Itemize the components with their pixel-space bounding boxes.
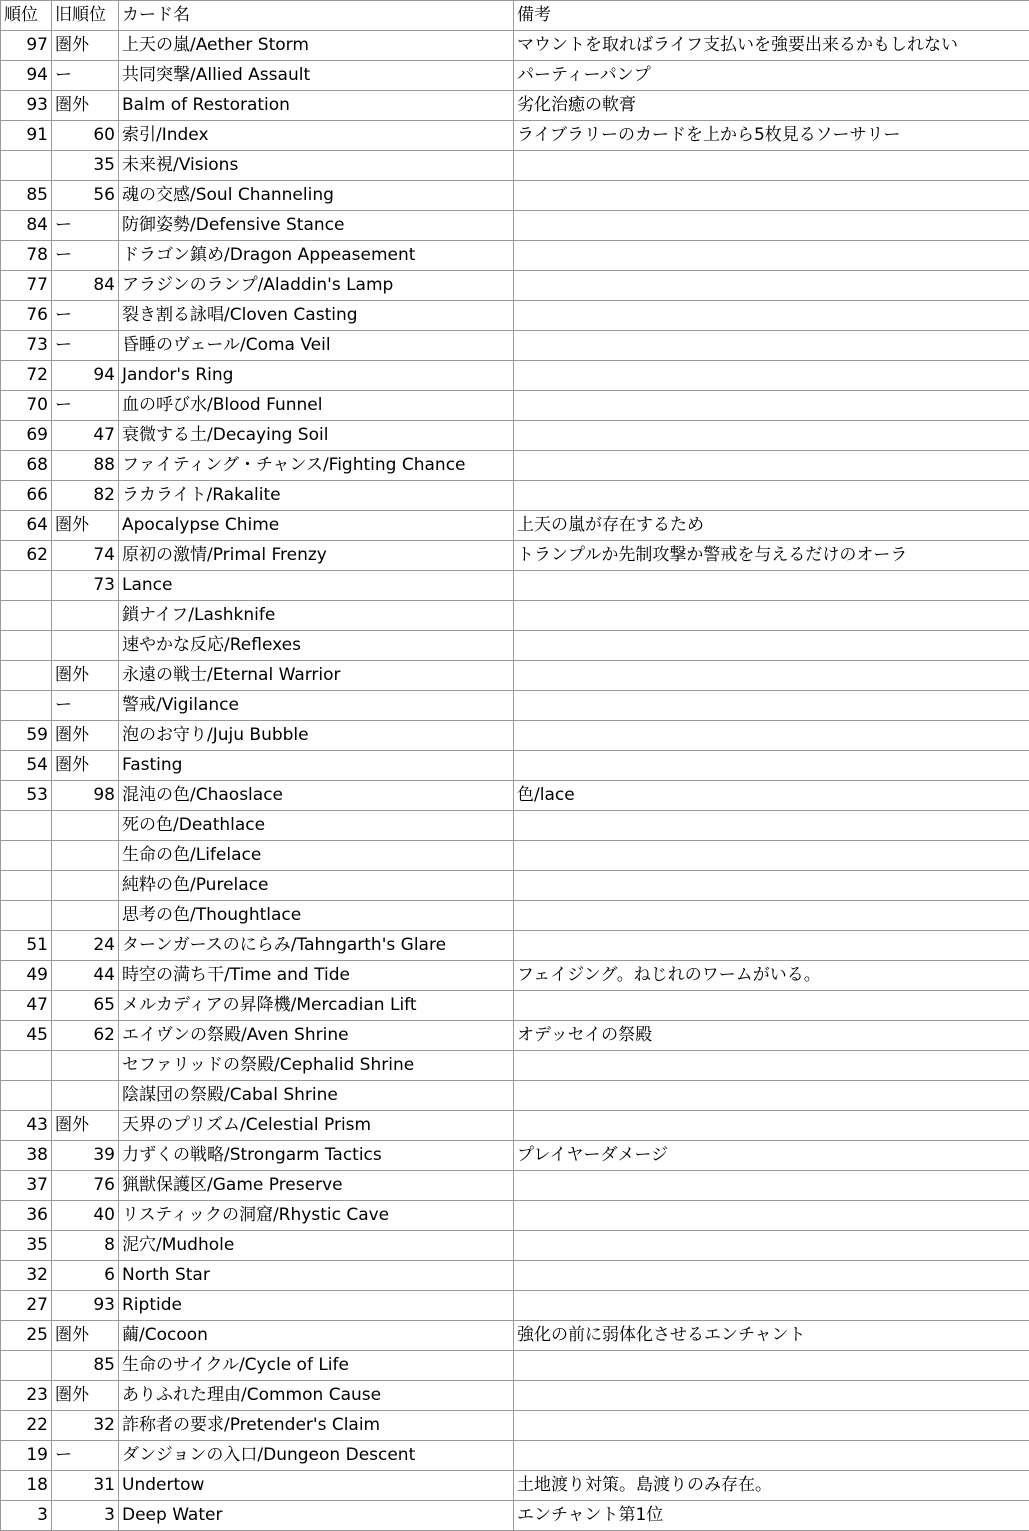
note-cell[interactable]	[514, 1381, 1029, 1411]
table-body	[1, 31, 1029, 1531]
card-name-cell[interactable]: 泥穴/Mudhole	[119, 1231, 514, 1261]
table-row	[1, 901, 1029, 931]
card-name-cell[interactable]: 警戒/Vigilance	[119, 691, 514, 721]
rank-cell[interactable]	[1, 1051, 52, 1081]
rank-cell[interactable]: 49	[1, 961, 52, 991]
card-name-cell[interactable]: 陰謀団の祭殿/Cabal Shrine	[119, 1081, 514, 1111]
old-rank-cell[interactable]: 44	[52, 961, 119, 991]
old-rank-cell[interactable]: 圏外	[52, 661, 119, 691]
note-cell[interactable]	[514, 1411, 1029, 1441]
note-cell[interactable]	[514, 451, 1029, 481]
old-rank-cell[interactable]: 84	[52, 271, 119, 301]
card-name-cell[interactable]: 索引/Index	[119, 121, 514, 151]
header-note[interactable]: 備考	[514, 1, 1029, 31]
card-name-cell[interactable]: エイヴンの祭殿/Aven Shrine	[119, 1021, 514, 1051]
rank-cell[interactable]: 37	[1, 1171, 52, 1201]
header-old-rank[interactable]: 旧順位	[52, 1, 119, 31]
note-cell[interactable]	[514, 181, 1029, 211]
table-row	[1, 931, 1029, 961]
table-row	[1, 781, 1029, 811]
card-name-cell[interactable]: 上天の嵐/Aether Storm	[119, 31, 514, 61]
old-rank-cell[interactable]: 98	[52, 781, 119, 811]
rank-cell[interactable]	[1, 661, 52, 691]
table-row	[1, 301, 1029, 331]
old-rank-cell[interactable]: 94	[52, 361, 119, 391]
rank-cell[interactable]: 84	[1, 211, 52, 241]
note-cell[interactable]	[514, 1111, 1029, 1141]
table-row	[1, 391, 1029, 421]
note-cell[interactable]	[514, 721, 1029, 751]
note-cell[interactable]: 上天の嵐が存在するため	[514, 511, 1029, 541]
old-rank-cell[interactable]	[52, 901, 119, 931]
rank-cell[interactable]: 69	[1, 421, 52, 451]
card-name-cell[interactable]: 裂き割る詠唱/Cloven Casting	[119, 301, 514, 331]
card-name-cell[interactable]: Apocalypse Chime	[119, 511, 514, 541]
card-name-cell[interactable]: 泡のお守り/Juju Bubble	[119, 721, 514, 751]
table-row	[1, 721, 1029, 751]
table-row	[1, 61, 1029, 91]
old-rank-cell[interactable]: 圏外	[52, 1111, 119, 1141]
old-rank-cell[interactable]: 74	[52, 541, 119, 571]
table-row	[1, 31, 1029, 61]
card-name-cell[interactable]: 共同突撃/Allied Assault	[119, 61, 514, 91]
note-cell[interactable]	[514, 331, 1029, 361]
note-cell[interactable]: エンチャント第1位	[514, 1501, 1029, 1531]
note-cell[interactable]	[514, 1051, 1029, 1081]
table-row	[1, 961, 1029, 991]
old-rank-cell[interactable]: 56	[52, 181, 119, 211]
table-row	[1, 1111, 1029, 1141]
old-rank-cell[interactable]: ー	[52, 391, 119, 421]
old-rank-cell[interactable]: 35	[52, 151, 119, 181]
card-name-cell[interactable]: 衰微する土/Decaying Soil	[119, 421, 514, 451]
rank-cell[interactable]: 23	[1, 1381, 52, 1411]
card-name-cell[interactable]: 時空の満ち干/Time and Tide	[119, 961, 514, 991]
rank-cell[interactable]	[1, 811, 52, 841]
rank-cell[interactable]: 77	[1, 271, 52, 301]
table-row	[1, 751, 1029, 781]
rank-cell[interactable]: 94	[1, 61, 52, 91]
table-row	[1, 481, 1029, 511]
note-cell[interactable]	[514, 901, 1029, 931]
note-cell[interactable]: マウントを取ればライフ支払いを強要出来るかもしれない	[514, 31, 1029, 61]
table-row	[1, 1411, 1029, 1441]
rank-cell[interactable]: 62	[1, 541, 52, 571]
old-rank-cell[interactable]	[52, 601, 119, 631]
note-cell[interactable]	[514, 271, 1029, 301]
rank-cell[interactable]: 72	[1, 361, 52, 391]
rank-cell[interactable]: 59	[1, 721, 52, 751]
table-row	[1, 691, 1029, 721]
table-row	[1, 1471, 1029, 1501]
rank-cell[interactable]: 78	[1, 241, 52, 271]
note-cell[interactable]	[514, 1171, 1029, 1201]
note-cell[interactable]	[514, 691, 1029, 721]
rank-cell[interactable]: 18	[1, 1471, 52, 1501]
card-name-cell[interactable]: Undertow	[119, 1471, 514, 1501]
old-rank-cell[interactable]: 圏外	[52, 721, 119, 751]
old-rank-cell[interactable]: 8	[52, 1231, 119, 1261]
card-name-cell[interactable]: 天界のプリズム/Celestial Prism	[119, 1111, 514, 1141]
note-cell[interactable]	[514, 1081, 1029, 1111]
old-rank-cell[interactable]: 85	[52, 1351, 119, 1381]
note-cell[interactable]	[514, 301, 1029, 331]
rank-cell[interactable]: 93	[1, 91, 52, 121]
card-name-cell[interactable]: Lance	[119, 571, 514, 601]
note-cell[interactable]	[514, 151, 1029, 181]
card-name-cell[interactable]: ラカライト/Rakalite	[119, 481, 514, 511]
rank-cell[interactable]: 73	[1, 331, 52, 361]
table-row	[1, 511, 1029, 541]
rank-cell[interactable]: 54	[1, 751, 52, 781]
table-row	[1, 331, 1029, 361]
rank-cell[interactable]: 76	[1, 301, 52, 331]
table-row	[1, 271, 1029, 301]
old-rank-cell[interactable]: 31	[52, 1471, 119, 1501]
old-rank-cell[interactable]: ー	[52, 61, 119, 91]
card-name-cell[interactable]: ダンジョンの入口/Dungeon Descent	[119, 1441, 514, 1471]
card-name-cell[interactable]: 永遠の戦士/Eternal Warrior	[119, 661, 514, 691]
note-cell[interactable]	[514, 571, 1029, 601]
card-name-cell[interactable]: Balm of Restoration	[119, 91, 514, 121]
note-cell[interactable]	[514, 211, 1029, 241]
card-name-cell[interactable]: 未来視/Visions	[119, 151, 514, 181]
rank-cell[interactable]: 64	[1, 511, 52, 541]
old-rank-cell[interactable]: 65	[52, 991, 119, 1021]
table-row	[1, 1021, 1029, 1051]
card-name-cell[interactable]: Jandor's Ring	[119, 361, 514, 391]
old-rank-cell[interactable]: 82	[52, 481, 119, 511]
old-rank-cell[interactable]: 47	[52, 421, 119, 451]
card-name-cell[interactable]: 純粋の色/Purelace	[119, 871, 514, 901]
card-name-cell[interactable]: 血の呼び水/Blood Funnel	[119, 391, 514, 421]
rank-cell[interactable]: 70	[1, 391, 52, 421]
note-cell[interactable]: ライブラリーのカードを上から5枚見るソーサリー	[514, 121, 1029, 151]
card-name-cell[interactable]: セファリッドの祭殿/Cephalid Shrine	[119, 1051, 514, 1081]
old-rank-cell[interactable]: 39	[52, 1141, 119, 1171]
note-cell[interactable]	[514, 811, 1029, 841]
old-rank-cell[interactable]: ー	[52, 331, 119, 361]
note-cell[interactable]: 劣化治癒の軟膏	[514, 91, 1029, 121]
rank-cell[interactable]	[1, 1351, 52, 1381]
rank-cell[interactable]	[1, 601, 52, 631]
rank-cell[interactable]	[1, 151, 52, 181]
table-row	[1, 451, 1029, 481]
old-rank-cell[interactable]: 62	[52, 1021, 119, 1051]
note-cell[interactable]	[514, 841, 1029, 871]
note-cell[interactable]: パーティーパンプ	[514, 61, 1029, 91]
rank-cell[interactable]: 32	[1, 1261, 52, 1291]
header-card-name[interactable]: カード名	[119, 1, 514, 31]
note-cell[interactable]: オデッセイの祭殿	[514, 1021, 1029, 1051]
card-name-cell[interactable]: メルカディアの昇降機/Mercadian Lift	[119, 991, 514, 1021]
old-rank-cell[interactable]: 93	[52, 1291, 119, 1321]
card-name-cell[interactable]: Riptide	[119, 1291, 514, 1321]
rank-cell[interactable]	[1, 631, 52, 661]
rank-cell[interactable]: 27	[1, 1291, 52, 1321]
old-rank-cell[interactable]: 6	[52, 1261, 119, 1291]
table-row	[1, 841, 1029, 871]
rank-cell[interactable]	[1, 571, 52, 601]
header-row	[1, 1, 1029, 31]
card-name-cell[interactable]: North Star	[119, 1261, 514, 1291]
note-cell[interactable]: 土地渡り対策。島渡りのみ存在。	[514, 1471, 1029, 1501]
table-row	[1, 1141, 1029, 1171]
rank-cell[interactable]	[1, 901, 52, 931]
card-name-cell[interactable]: 防御姿勢/Defensive Stance	[119, 211, 514, 241]
note-cell[interactable]	[514, 1231, 1029, 1261]
note-cell[interactable]: 強化の前に弱体化させるエンチャント	[514, 1321, 1029, 1351]
rank-cell[interactable]: 38	[1, 1141, 52, 1171]
note-cell[interactable]	[514, 481, 1029, 511]
note-cell[interactable]	[514, 241, 1029, 271]
note-cell[interactable]: プレイヤーダメージ	[514, 1141, 1029, 1171]
rank-cell[interactable]: 66	[1, 481, 52, 511]
card-name-cell[interactable]: Deep Water	[119, 1501, 514, 1531]
old-rank-cell[interactable]: 40	[52, 1201, 119, 1231]
table-row	[1, 361, 1029, 391]
table-row	[1, 1321, 1029, 1351]
note-cell[interactable]: トランプルか先制攻撃か警戒を与えるだけのオーラ	[514, 541, 1029, 571]
rank-cell[interactable]: 47	[1, 991, 52, 1021]
card-name-cell[interactable]: ドラゴン鎮め/Dragon Appeasement	[119, 241, 514, 271]
table-row	[1, 151, 1029, 181]
note-cell[interactable]	[514, 601, 1029, 631]
old-rank-cell[interactable]	[52, 871, 119, 901]
old-rank-cell[interactable]: 73	[52, 571, 119, 601]
note-cell[interactable]	[514, 631, 1029, 661]
old-rank-cell[interactable]: 圏外	[52, 91, 119, 121]
old-rank-cell[interactable]: 60	[52, 121, 119, 151]
note-cell[interactable]	[514, 1201, 1029, 1231]
note-cell[interactable]	[514, 871, 1029, 901]
rank-cell[interactable]: 91	[1, 121, 52, 151]
table-row	[1, 121, 1029, 151]
table-row	[1, 1081, 1029, 1111]
table-row	[1, 1351, 1029, 1381]
header-rank[interactable]: 順位	[1, 1, 52, 31]
old-rank-cell[interactable]: 3	[52, 1501, 119, 1531]
card-name-cell[interactable]: 生命の色/Lifelace	[119, 841, 514, 871]
note-cell[interactable]	[514, 1291, 1029, 1321]
card-name-cell[interactable]: 猟獣保護区/Game Preserve	[119, 1171, 514, 1201]
table-row	[1, 181, 1029, 211]
table-row	[1, 1051, 1029, 1081]
rank-cell[interactable]: 25	[1, 1321, 52, 1351]
card-name-cell[interactable]: Fasting	[119, 751, 514, 781]
old-rank-cell[interactable]: ー	[52, 301, 119, 331]
old-rank-cell[interactable]	[52, 811, 119, 841]
old-rank-cell[interactable]: 圏外	[52, 31, 119, 61]
note-cell[interactable]	[514, 1351, 1029, 1381]
note-cell[interactable]	[514, 1261, 1029, 1291]
card-name-cell[interactable]: 速やかな反応/Reflexes	[119, 631, 514, 661]
card-name-cell[interactable]: 詐称者の要求/Pretender's Claim	[119, 1411, 514, 1441]
card-name-cell[interactable]: 繭/Cocoon	[119, 1321, 514, 1351]
table-row	[1, 1201, 1029, 1231]
table-row	[1, 421, 1029, 451]
table-row	[1, 1291, 1029, 1321]
old-rank-cell[interactable]: 32	[52, 1411, 119, 1441]
rank-cell[interactable]: 19	[1, 1441, 52, 1471]
note-cell[interactable]	[514, 991, 1029, 1021]
card-name-cell[interactable]: リスティックの洞窟/Rhystic Cave	[119, 1201, 514, 1231]
rank-cell[interactable]: 53	[1, 781, 52, 811]
table-row	[1, 1501, 1029, 1531]
rank-cell[interactable]: 68	[1, 451, 52, 481]
rank-cell[interactable]: 3	[1, 1501, 52, 1531]
table-row	[1, 811, 1029, 841]
table-row	[1, 1381, 1029, 1411]
card-name-cell[interactable]: 力ずくの戦略/Strongarm Tactics	[119, 1141, 514, 1171]
card-name-cell[interactable]: 混沌の色/Chaoslace	[119, 781, 514, 811]
rank-cell[interactable]: 85	[1, 181, 52, 211]
note-cell[interactable]	[514, 1441, 1029, 1471]
old-rank-cell[interactable]: ー	[52, 241, 119, 271]
table-row	[1, 1441, 1029, 1471]
rank-cell[interactable]: 51	[1, 931, 52, 961]
rank-cell[interactable]: 35	[1, 1231, 52, 1261]
note-cell[interactable]: フェイジング。ねじれのワームがいる。	[514, 961, 1029, 991]
card-name-cell[interactable]: ありふれた理由/Common Cause	[119, 1381, 514, 1411]
note-cell[interactable]: 色/lace	[514, 781, 1029, 811]
old-rank-cell[interactable]: 圏外	[52, 1321, 119, 1351]
old-rank-cell[interactable]	[52, 631, 119, 661]
note-cell[interactable]	[514, 751, 1029, 781]
old-rank-cell[interactable]: 24	[52, 931, 119, 961]
rank-cell[interactable]: 43	[1, 1111, 52, 1141]
rank-cell[interactable]: 36	[1, 1201, 52, 1231]
old-rank-cell[interactable]: ー	[52, 1441, 119, 1471]
rank-cell[interactable]	[1, 1081, 52, 1111]
card-name-cell[interactable]: 思考の色/Thoughtlace	[119, 901, 514, 931]
table-row	[1, 541, 1029, 571]
table-row	[1, 871, 1029, 901]
old-rank-cell[interactable]	[52, 1051, 119, 1081]
card-name-cell[interactable]: 魂の交感/Soul Channeling	[119, 181, 514, 211]
old-rank-cell[interactable]	[52, 841, 119, 871]
table-row	[1, 241, 1029, 271]
card-name-cell[interactable]: 死の色/Deathlace	[119, 811, 514, 841]
table-row	[1, 601, 1029, 631]
old-rank-cell[interactable]: 圏外	[52, 751, 119, 781]
table-row	[1, 991, 1029, 1021]
table-row	[1, 1171, 1029, 1201]
note-cell[interactable]	[514, 931, 1029, 961]
table-row	[1, 211, 1029, 241]
table-row	[1, 1261, 1029, 1291]
rank-cell[interactable]	[1, 871, 52, 901]
note-cell[interactable]	[514, 391, 1029, 421]
card-name-cell[interactable]: ファイティング・チャンス/Fighting Chance	[119, 451, 514, 481]
rank-cell[interactable]: 97	[1, 31, 52, 61]
rank-cell[interactable]: 22	[1, 1411, 52, 1441]
old-rank-cell[interactable]: ー	[52, 211, 119, 241]
card-name-cell[interactable]: 鎖ナイフ/Lashknife	[119, 601, 514, 631]
old-rank-cell[interactable]: 圏外	[52, 1381, 119, 1411]
old-rank-cell[interactable]: 圏外	[52, 511, 119, 541]
table-row	[1, 631, 1029, 661]
card-name-cell[interactable]: 原初の激情/Primal Frenzy	[119, 541, 514, 571]
card-name-cell[interactable]: 昏睡のヴェール/Coma Veil	[119, 331, 514, 361]
rank-cell[interactable]	[1, 841, 52, 871]
rank-cell[interactable]	[1, 691, 52, 721]
rank-cell[interactable]: 45	[1, 1021, 52, 1051]
note-cell[interactable]	[514, 421, 1029, 451]
table-row	[1, 91, 1029, 121]
note-cell[interactable]	[514, 661, 1029, 691]
old-rank-cell[interactable]	[52, 1081, 119, 1111]
old-rank-cell[interactable]: 88	[52, 451, 119, 481]
table-row	[1, 1231, 1029, 1261]
table-row	[1, 571, 1029, 601]
table-row	[1, 661, 1029, 691]
note-cell[interactable]	[514, 361, 1029, 391]
old-rank-cell[interactable]: 76	[52, 1171, 119, 1201]
card-name-cell[interactable]: 生命のサイクル/Cycle of Life	[119, 1351, 514, 1381]
card-name-cell[interactable]: アラジンのランプ/Aladdin's Lamp	[119, 271, 514, 301]
old-rank-cell[interactable]: ー	[52, 691, 119, 721]
card-name-cell[interactable]: ターンガースのにらみ/Tahngarth's Glare	[119, 931, 514, 961]
